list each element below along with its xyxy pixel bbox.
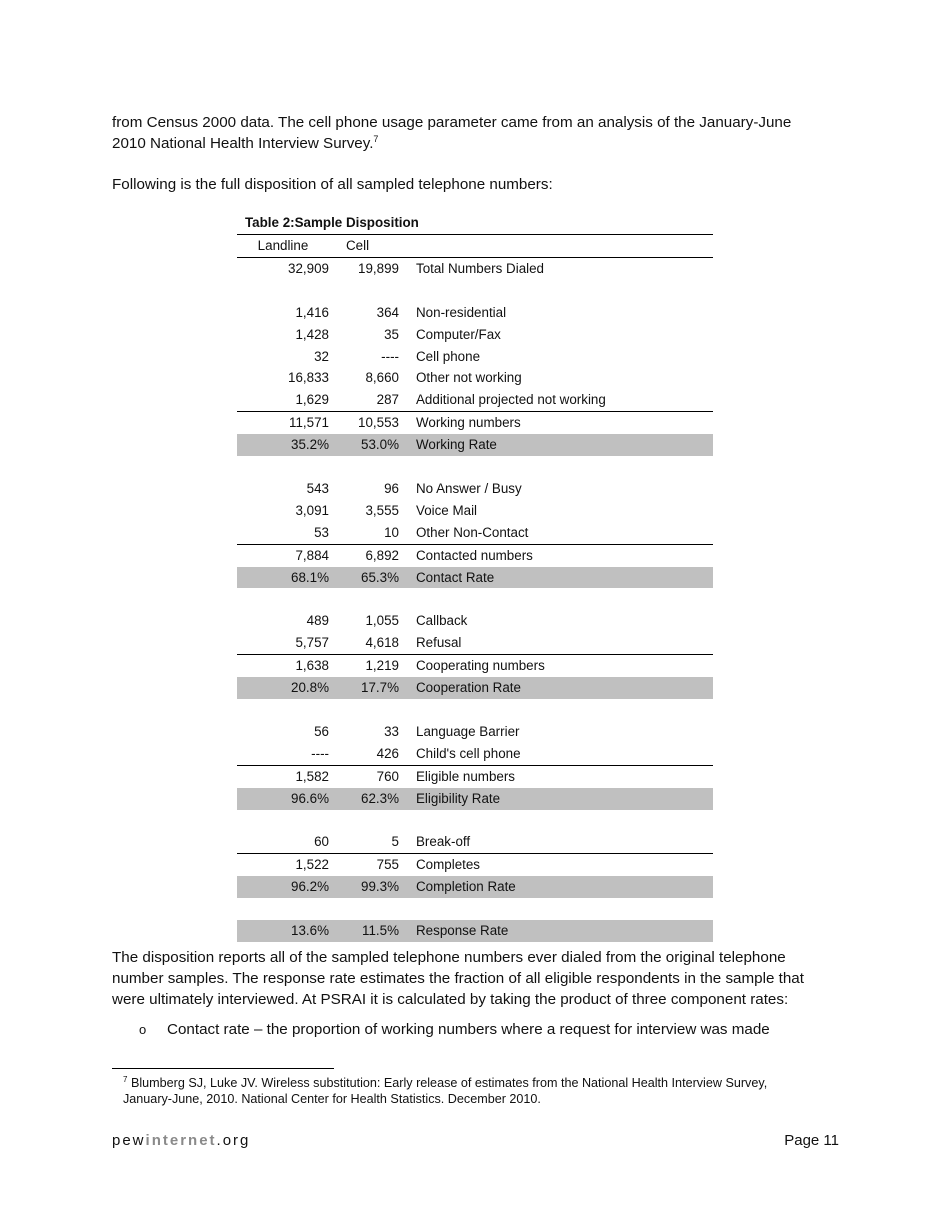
table-row [237,257,713,279]
bullet-text: Contact rate – the proportion of working numbers where a request for interview was made [167,1021,770,1038]
brand-prefix: pew [112,1132,146,1149]
cell-value: 65.3% [329,567,399,589]
table-row [237,346,713,368]
disposition-grid [237,235,713,942]
spacer-row [237,898,713,920]
landline-value: 5,757 [295,635,329,651]
cell-value: 426 [376,745,399,761]
subtotal-row [237,765,713,787]
table-header-row [237,235,713,257]
footnote-ref[interactable]: 7 [373,133,379,144]
landline-value: 11,571 [237,412,329,434]
landline-value: 7,884 [237,544,329,566]
landline-value: 32 [314,348,329,364]
table-row [237,743,713,765]
table-row [237,632,713,654]
row-label: Voice Mail [416,502,478,518]
cell-value: 755 [329,854,399,876]
cell-value: ---- [381,348,399,364]
paragraph-disposition-explanation [112,947,840,1010]
spacer-row [237,699,713,721]
landline-value: 56 [314,723,329,739]
page-number: Page 11 [784,1132,839,1149]
row-label: Contacted numbers [399,544,713,566]
row-label: Completion Rate [399,876,713,898]
cell-value: 33 [384,723,399,739]
row-label: Eligible numbers [399,765,713,787]
landline-value: 13.6% [237,920,329,942]
landline-value: 96.6% [237,788,329,810]
cell-value: 17.7% [329,677,399,699]
landline-value: 20.8% [237,677,329,699]
cell-value: 10 [384,524,399,540]
cell-value: 35 [384,326,399,342]
landline-value: 1,582 [237,765,329,787]
table-row [237,478,713,500]
row-label: Total Numbers Dialed [416,260,545,276]
cell-value: 760 [329,765,399,787]
row-label: Cooperating numbers [399,655,713,677]
table-row [237,831,713,853]
footnote-line1: Blumberg SJ, Luke JV. Wireless substitution: Early release of estimates from the National Health Interview Survey, [130,1076,768,1090]
landline-value: 60 [314,834,329,850]
cell-value: 53.0% [329,434,399,456]
row-label: Completes [399,854,713,876]
landline-value: 96.2% [237,876,329,898]
table-row [237,610,713,632]
rate-row [237,677,713,699]
row-label: Working Rate [399,434,713,456]
subtotal-row [237,854,713,876]
footnote-divider [112,1068,334,1069]
table-row [237,389,713,411]
rate-row [237,876,713,898]
row-label: Refusal [416,635,462,651]
paragraph-intro-line1: from Census 2000 data. The cell phone usage parameter came from an analysis of the January-June [112,114,792,131]
cell-value: 6,892 [329,544,399,566]
row-label: Non-residential [416,304,507,320]
paragraph-intro-line2: 2010 National Health Interview Survey. [112,135,374,152]
paragraph-lead-in: Following is the full disposition of all sampled telephone numbers: [112,176,553,193]
rate-row [237,788,713,810]
landline-value: 32,909 [288,260,329,276]
site-brand [112,1132,250,1149]
cell-value: 99.3% [329,876,399,898]
footnote-number: 7 [123,1074,128,1084]
landline-value: 68.1% [237,567,329,589]
row-label: Cell phone [416,348,481,364]
bullet-marker-icon: o [139,1022,147,1037]
landline-value: 1,629 [295,392,329,408]
cell-value: 1,219 [329,655,399,677]
landline-value: 3,091 [295,502,329,518]
landline-value: 35.2% [237,434,329,456]
cell-value: 8,660 [365,370,399,386]
response-rate-row [237,920,713,942]
cell-value: 4,618 [365,635,399,651]
row-label: Additional projected not working [416,392,606,408]
footnote [123,1075,823,1107]
row-label: Computer/Fax [416,326,501,342]
cell-value: 5 [391,834,399,850]
header-landline: Landline [237,235,329,257]
paragraph-line: number samples. The response rate estimates the fraction of all eligible respondents in the sample that [112,970,804,987]
row-label: Other Non-Contact [416,524,529,540]
row-label: Working numbers [399,412,713,434]
row-label: Response Rate [399,920,713,942]
table-row [237,367,713,389]
landline-value: 53 [314,524,329,540]
brand-middle: internet [145,1132,217,1149]
landline-value: 1,522 [237,854,329,876]
row-label: No Answer / Busy [416,480,522,496]
header-cell: Cell [329,235,399,257]
subtotal-row [237,655,713,677]
row-label: Cooperation Rate [399,677,713,699]
cell-value: 3,555 [365,502,399,518]
brand-suffix: .org [216,1132,251,1149]
bullet-item-contact-rate [139,1019,770,1040]
cell-value: 1,055 [365,613,399,629]
table-row [237,522,713,544]
table-row [237,500,713,522]
rate-row [237,434,713,456]
cell-value: 96 [384,480,399,496]
row-label: Language Barrier [416,723,520,739]
cell-value: 62.3% [329,788,399,810]
row-label: Callback [416,613,468,629]
spacer-row [237,588,713,610]
landline-value: 1,428 [295,326,329,342]
paragraph-line: were ultimately interviewed. At PSRAI it is calculated by taking the product of three component rates: [112,991,789,1008]
rate-row [237,567,713,589]
cell-value: 10,553 [329,412,399,434]
subtotal-row [237,544,713,566]
landline-value: 489 [306,613,329,629]
subtotal-row [237,412,713,434]
cell-value: 19,899 [358,260,399,276]
footnote-line2: January-June, 2010. National Center for Health Statistics. December 2010. [123,1092,541,1106]
paragraph-line: The disposition reports all of the sampled telephone numbers ever dialed from the original telephone [112,949,786,966]
landline-value: 543 [306,480,329,496]
table-title: Table 2:Sample Disposition [237,212,713,235]
landline-value: ---- [311,745,329,761]
table-row [237,324,713,346]
landline-value: 1,416 [295,304,329,320]
landline-value: 1,638 [237,655,329,677]
row-label: Child's cell phone [416,745,521,761]
paragraph-intro [112,112,840,154]
table-row [237,302,713,324]
row-label: Eligibility Rate [399,788,713,810]
spacer-row [237,456,713,478]
table-row [237,721,713,743]
landline-value: 16,833 [288,370,329,386]
spacer-row [237,810,713,832]
cell-value: 287 [376,392,399,408]
spacer-row [237,280,713,302]
row-label: Contact Rate [399,567,713,589]
header-blank [399,235,713,257]
cell-value: 364 [376,304,399,320]
row-label: Other not working [416,370,522,386]
sample-disposition-table [237,212,713,942]
row-label: Break-off [416,834,471,850]
cell-value: 11.5% [329,920,399,942]
